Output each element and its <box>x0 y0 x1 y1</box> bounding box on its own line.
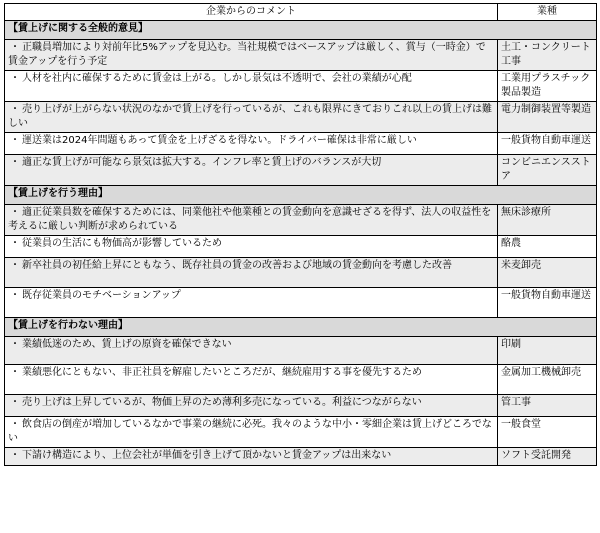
industry-cell: 米麦卸売 <box>498 258 597 288</box>
table-row <box>5 236 597 258</box>
industry-cell: 金属加工機械卸売 <box>498 365 597 395</box>
bullet-mark: ・ <box>10 157 20 168</box>
comment-text: 下請け構造により、上位会社が単価を引き上げて頂かないと賃金アップは出来ない <box>22 450 392 461</box>
bullet-mark: ・ <box>10 290 20 301</box>
section-header-row <box>5 21 597 40</box>
header-industry: 業種 <box>498 4 597 21</box>
industry-cell: 印刷 <box>498 337 597 365</box>
comment-cell <box>5 133 498 155</box>
bullet-mark: ・ <box>10 207 20 218</box>
table-row <box>5 395 597 417</box>
comment-cell <box>5 258 498 288</box>
table-row <box>5 40 597 71</box>
industry-cell: ソフト受託開発 <box>498 448 597 466</box>
industry-cell: 一般食堂 <box>498 417 597 448</box>
comment-text: 適正な賃上げが可能なら景気は拡大する。インフレ率と賃上げのバランスが大切 <box>22 157 382 168</box>
industry-cell: 一般貨物自動車運送 <box>498 133 597 155</box>
bullet-mark: ・ <box>10 367 20 378</box>
comment-cell <box>5 365 498 395</box>
bullet-mark: ・ <box>10 42 20 53</box>
table-row <box>5 365 597 395</box>
bullet-mark: ・ <box>10 238 20 249</box>
header-row <box>5 4 597 21</box>
table-row <box>5 102 597 133</box>
table-row <box>5 205 597 236</box>
comment-text: 売り上げは上昇しているが、物価上昇のため薄利多売になっている。利益につながらない <box>22 397 422 408</box>
comment-cell <box>5 71 498 102</box>
comment-cell <box>5 236 498 258</box>
table-row <box>5 337 597 365</box>
table-row <box>5 417 597 448</box>
comment-cell <box>5 155 498 186</box>
comment-text: 従業員の生活にも物価高が影響しているため <box>22 238 222 249</box>
comment-cell <box>5 102 498 133</box>
comment-cell <box>5 395 498 417</box>
comment-text: 売り上げが上がらない状況のなかで賃上げを行っているが、これも限界にきておりこれ以上の賃上げは難しい <box>8 104 492 129</box>
comment-table <box>4 3 597 466</box>
bullet-mark: ・ <box>10 450 20 461</box>
comment-cell <box>5 205 498 236</box>
comment-cell <box>5 40 498 71</box>
industry-cell: 電力制御装置等製造 <box>498 102 597 133</box>
table-row <box>5 258 597 288</box>
comment-text: 人材を社内に確保するために賃金は上がる。しかし景気は不透明で、会社の業績が心配 <box>22 73 412 84</box>
bullet-mark: ・ <box>10 397 20 408</box>
bullet-mark: ・ <box>10 135 20 146</box>
table-row <box>5 155 597 186</box>
table-row <box>5 288 597 318</box>
section-header-row <box>5 318 597 337</box>
bullet-mark: ・ <box>10 339 20 350</box>
comment-text: 既存従業員のモチベーションアップ <box>22 290 181 301</box>
industry-cell: 一般貨物自動車運送 <box>498 288 597 318</box>
comment-text: 飲食店の倒産が増加しているなかで事業の継続に必死。我々のような中小・零細企業は賃上げどころでない <box>8 419 492 444</box>
comment-text: 新卒社員の初任給上昇にともなう、既存社員の賃金の改善および地域の賃金動向を考慮した改善 <box>22 260 452 271</box>
comment-text: 運送業は2024年問題もあって賃金を上げざるを得ない。ドライバー確保は非常に厳しい <box>22 135 417 146</box>
header-comment: 企業からのコメント <box>5 4 498 21</box>
bullet-mark: ・ <box>10 419 20 430</box>
comment-cell <box>5 448 498 466</box>
comment-text: 業績低迷のため、賃上げの原資を確保できない <box>22 339 232 350</box>
industry-cell: コンビニエンスストア <box>498 155 597 186</box>
section-title: 【賃上げを行う理由】 <box>5 186 597 205</box>
comment-text: 業績悪化にともない、非正社員を解雇したいところだが、継続雇用する事を優先するため <box>22 367 422 378</box>
comment-cell <box>5 337 498 365</box>
table-body <box>5 21 597 466</box>
industry-cell: 土工・コンクリート工事 <box>498 40 597 71</box>
bullet-mark: ・ <box>10 73 20 84</box>
industry-cell: 工業用プラスチック製品製造 <box>498 71 597 102</box>
table-row <box>5 71 597 102</box>
section-header-row <box>5 186 597 205</box>
industry-cell: 管工事 <box>498 395 597 417</box>
industry-cell: 無床診療所 <box>498 205 597 236</box>
table-row <box>5 448 597 466</box>
comment-text: 適正従業員数を確保するためには、同業他社や他業種との賃金動向を意識せざるを得ず、法人の収益性を考えるに厳しい判断が求められている <box>8 207 492 232</box>
section-title: 【賃上げを行わない理由】 <box>5 318 597 337</box>
bullet-mark: ・ <box>10 260 20 271</box>
comment-cell <box>5 417 498 448</box>
table-row <box>5 133 597 155</box>
industry-cell: 酪農 <box>498 236 597 258</box>
section-title: 【賃上げに関する全般的意見】 <box>5 21 597 40</box>
bullet-mark: ・ <box>10 104 20 115</box>
comment-text: 正職員増加により対前年比5%アップを見込む。当社規模ではベースアップは厳しく、賞与（一時金）で賃金アップを行う予定 <box>8 42 486 67</box>
comment-cell <box>5 288 498 318</box>
